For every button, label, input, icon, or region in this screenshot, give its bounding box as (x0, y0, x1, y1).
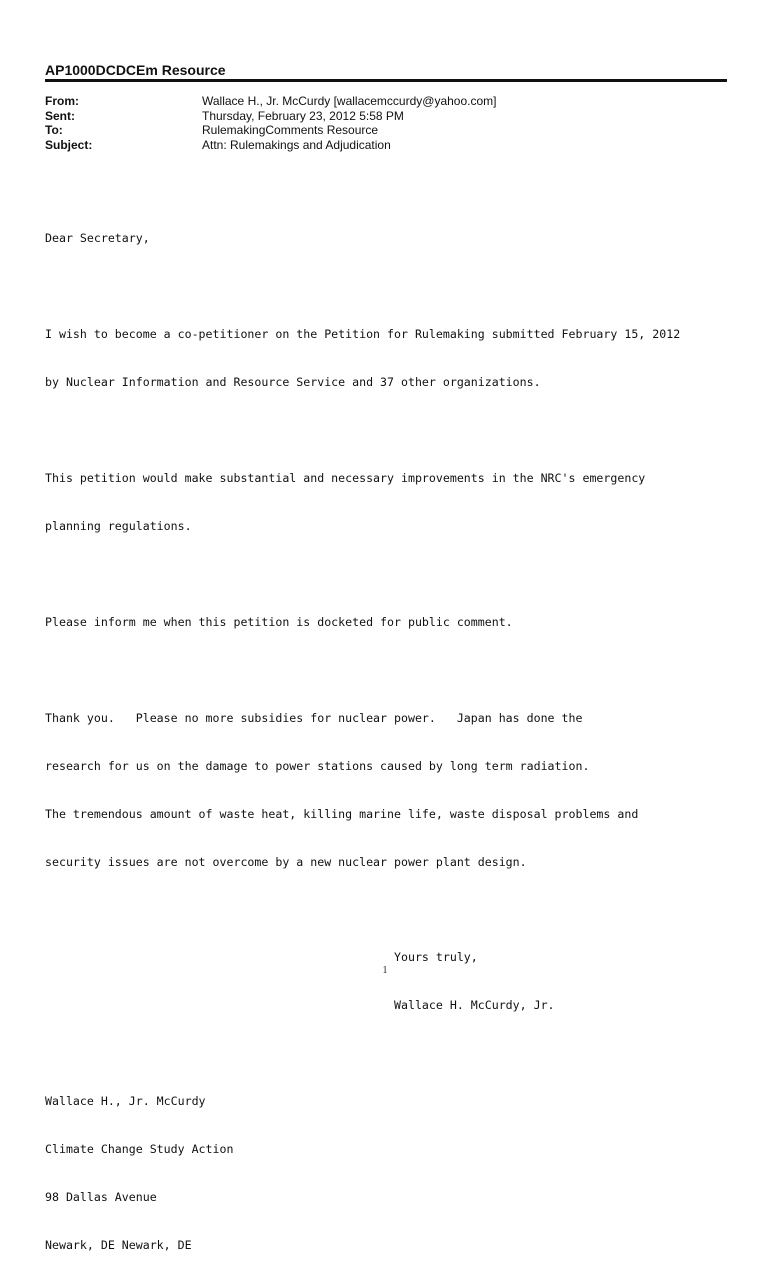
paragraph-line: Thank you. Please no more subsidies for nuclear power. Japan has done the (45, 711, 583, 725)
paragraph-line: research for us on the damage to power stations caused by long term radiation. (45, 759, 590, 773)
signature: Wallace H. McCurdy, Jr. (394, 998, 555, 1012)
subject-row (45, 138, 497, 153)
address-org: Climate Change Study Action (45, 1142, 234, 1156)
address-street: 98 Dallas Avenue (45, 1190, 157, 1204)
sent-row (45, 109, 497, 124)
from-value: Wallace H., Jr. McCurdy [wallacemccurdy@yahoo.com] (202, 94, 497, 108)
paragraph-line: The tremendous amount of waste heat, killing marine life, waste disposal problems and (45, 807, 639, 821)
paragraph-line: security issues are not overcome by a new nuclear power plant design. (45, 855, 527, 869)
from-label: From: (45, 94, 79, 108)
closing: Yours truly, (394, 950, 478, 964)
email-body (45, 198, 735, 1285)
mailbox-title: AP1000DCDCEm Resource (45, 62, 226, 78)
paragraph-line: planning regulations. (45, 519, 192, 533)
paragraph-line: Please inform me when this petition is docketed for public comment. (45, 615, 513, 629)
subject-label: Subject: (45, 137, 93, 152)
paragraph-line: by Nuclear Information and Resource Service and 37 other organizations. (45, 375, 541, 389)
to-label: To: (45, 123, 63, 137)
paragraph-line: I wish to become a co-petitioner on the Petition for Rulemaking submitted February 15, 2012 (45, 327, 681, 341)
subject-value: Attn: Rulemakings and Adjudication (202, 137, 391, 152)
to-value: RulemakingComments Resource (202, 123, 379, 137)
address-name: Wallace H., Jr. McCurdy (45, 1094, 206, 1108)
address-city: Newark, DE Newark, DE (45, 1238, 192, 1252)
title-divider (45, 79, 727, 82)
sent-value: Thursday, February 23, 2012 5:58 PM (202, 108, 404, 123)
email-headers (45, 94, 497, 152)
to-row (45, 123, 497, 138)
page-number: 1 (382, 965, 388, 976)
paragraph-line: This petition would make substantial and necessary improvements in the NRC's emergency (45, 471, 646, 485)
sent-label: Sent: (45, 108, 75, 123)
greeting: Dear Secretary, (45, 231, 150, 245)
from-row (45, 94, 497, 109)
